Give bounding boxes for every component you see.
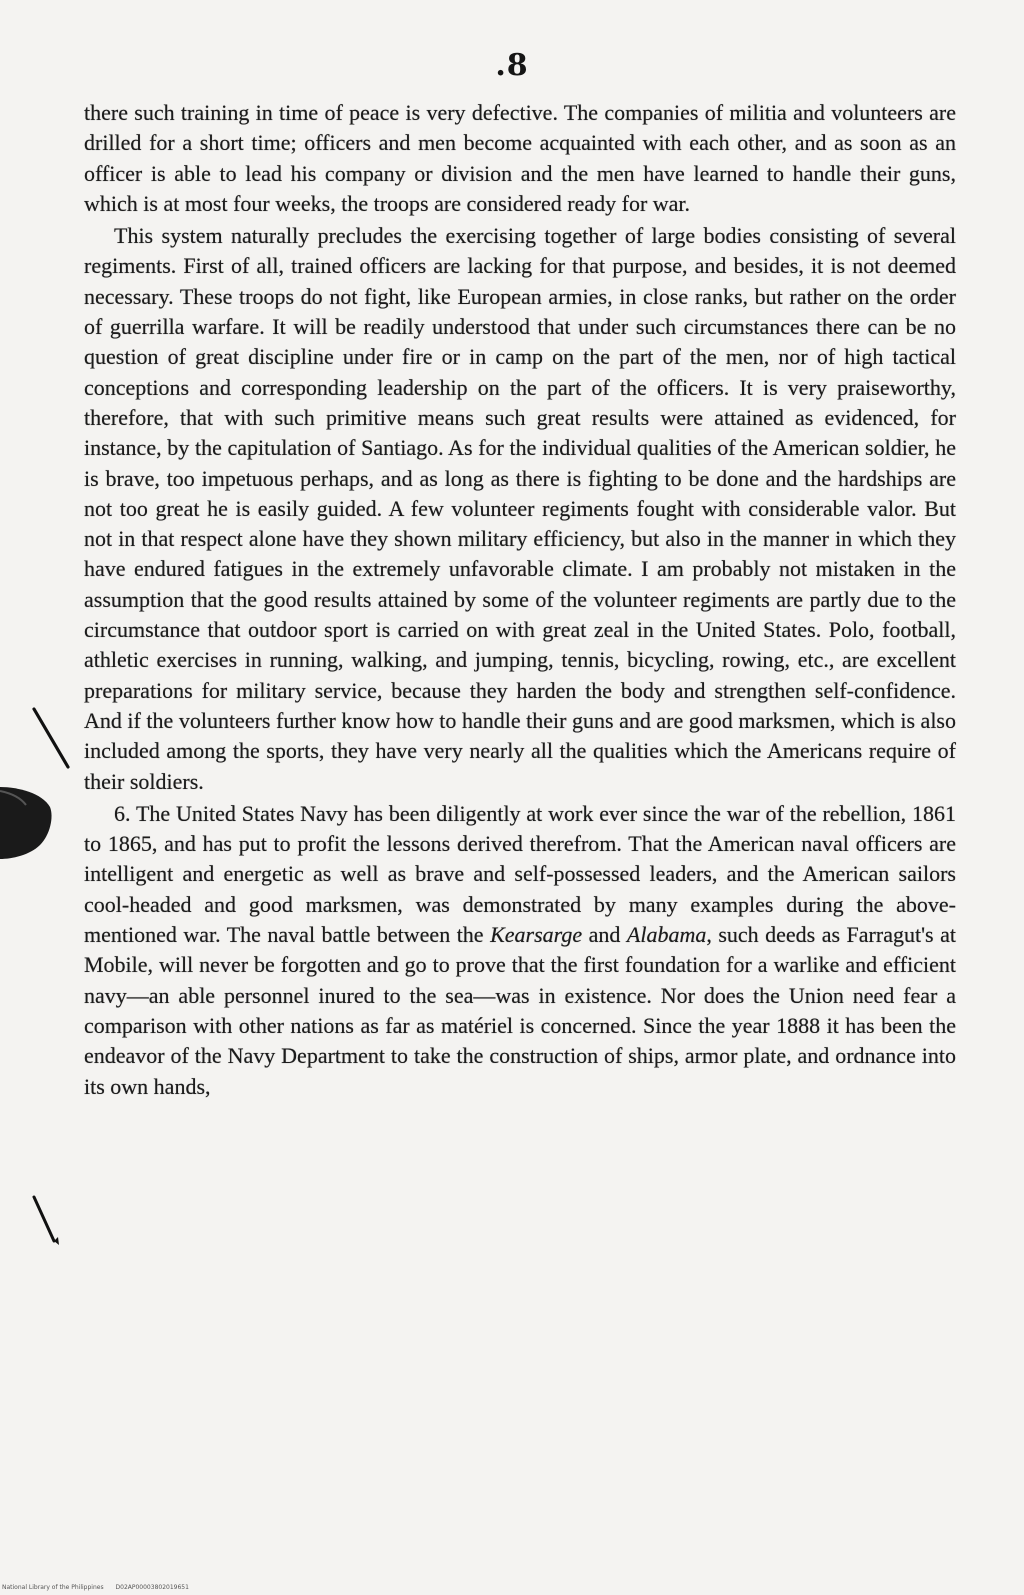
margin-mark-upper-icon	[28, 705, 78, 775]
navy-text-part-1: 6. The United States Navy has been diligently at work ever since the war of the rebellion, 1861 to 1865, and has put to profit the lessons derived therefrom. That the American naval officers are intelligent and energetic as well as brave and self-possessed leaders, and the American sailors cool-headed and good marksmen, was demonstrated by many examples during the above-mentioned war. The naval battle between the	[84, 800, 956, 948]
navy-text-part-2: , such deeds as Farragut's at Mobile, will never be forgotten and go to prove that the first foundation for a warlike and efficient navy—an able personnel inured to the sea—was in existence. Nor does the Union need fear a comparison with other nations as far as matériel is concerned. Since the year 1888 it has been the endeavor of the Navy Department to take the construction of ships, armor plate, and ordnance into its own hands,	[84, 922, 956, 1099]
body-text	[84, 98, 956, 1102]
paragraph-training: there such training in time of peace is very defective. The companies of militia and volunteers are drilled for a short time; officers and men become acquainted with each other, and as soon as an officer is able to lead his company or division and the men have learned to handle their guns, which is at most four weeks, the troops are considered ready for war.	[84, 100, 956, 216]
paragraph-navy	[84, 799, 956, 1102]
ship-name-alabama: Alabama	[626, 922, 707, 948]
navy-text-and: and	[582, 922, 627, 948]
ship-name-kearsarge: Kearsarge	[490, 922, 583, 948]
paragraph-system: This system naturally precludes the exercising together of large bodies consisting of several regiments. First of all, trained officers are lacking for that purpose, and besides, it is not deemed necessary. These troops do not fight, like European armies, in close ranks, but rather on the order of guerrilla warfare. It will be readily understood that under such circumstances there can be no question of great discipline under fire or in camp on the part of the men, nor of high tactical conceptions and corresponding leadership on the part of the officers. It is very praiseworthy, therefore, that with such primitive means such great results were attained as evidenced, for instance, by the capitulation of Santiago. As for the individual qualities of the American soldier, he is brave, too impetuous perhaps, and as long as there is fighting to be done and the hardships are not too great he is easily guided. A few volunteer regiments fought with considerable valor. But not in that respect alone have they shown military efficiency, but also in the manner in which they have endured fatigues in the extremely unfavorable climate. I am probably not mistaken in the assumption that the good results attained by some of the volunteer regiments are partly due to the circumstance that outdoor sport is carried on with great zeal in the United States. Polo, football, athletic exercises in running, walking, and jumping, tennis, bicycling, rowing, etc., are excellent preparations for military service, because they harden the body and strengthen self-confidence. And if the volunteers further know how to handle their guns and are good marksmen, which is also included among the sports, they have very nearly all the qualities which the Americans require of their soldiers.	[84, 223, 956, 794]
footer-library: National Library of the Philippines	[2, 1584, 104, 1591]
scan-footer	[2, 1584, 189, 1591]
footer-record-id: D02AP00003802019651	[115, 1584, 189, 1591]
margin-mark-lower-icon	[28, 1193, 68, 1253]
scan-shadow-blot-icon	[0, 785, 60, 860]
page-number: .8	[495, 48, 529, 83]
